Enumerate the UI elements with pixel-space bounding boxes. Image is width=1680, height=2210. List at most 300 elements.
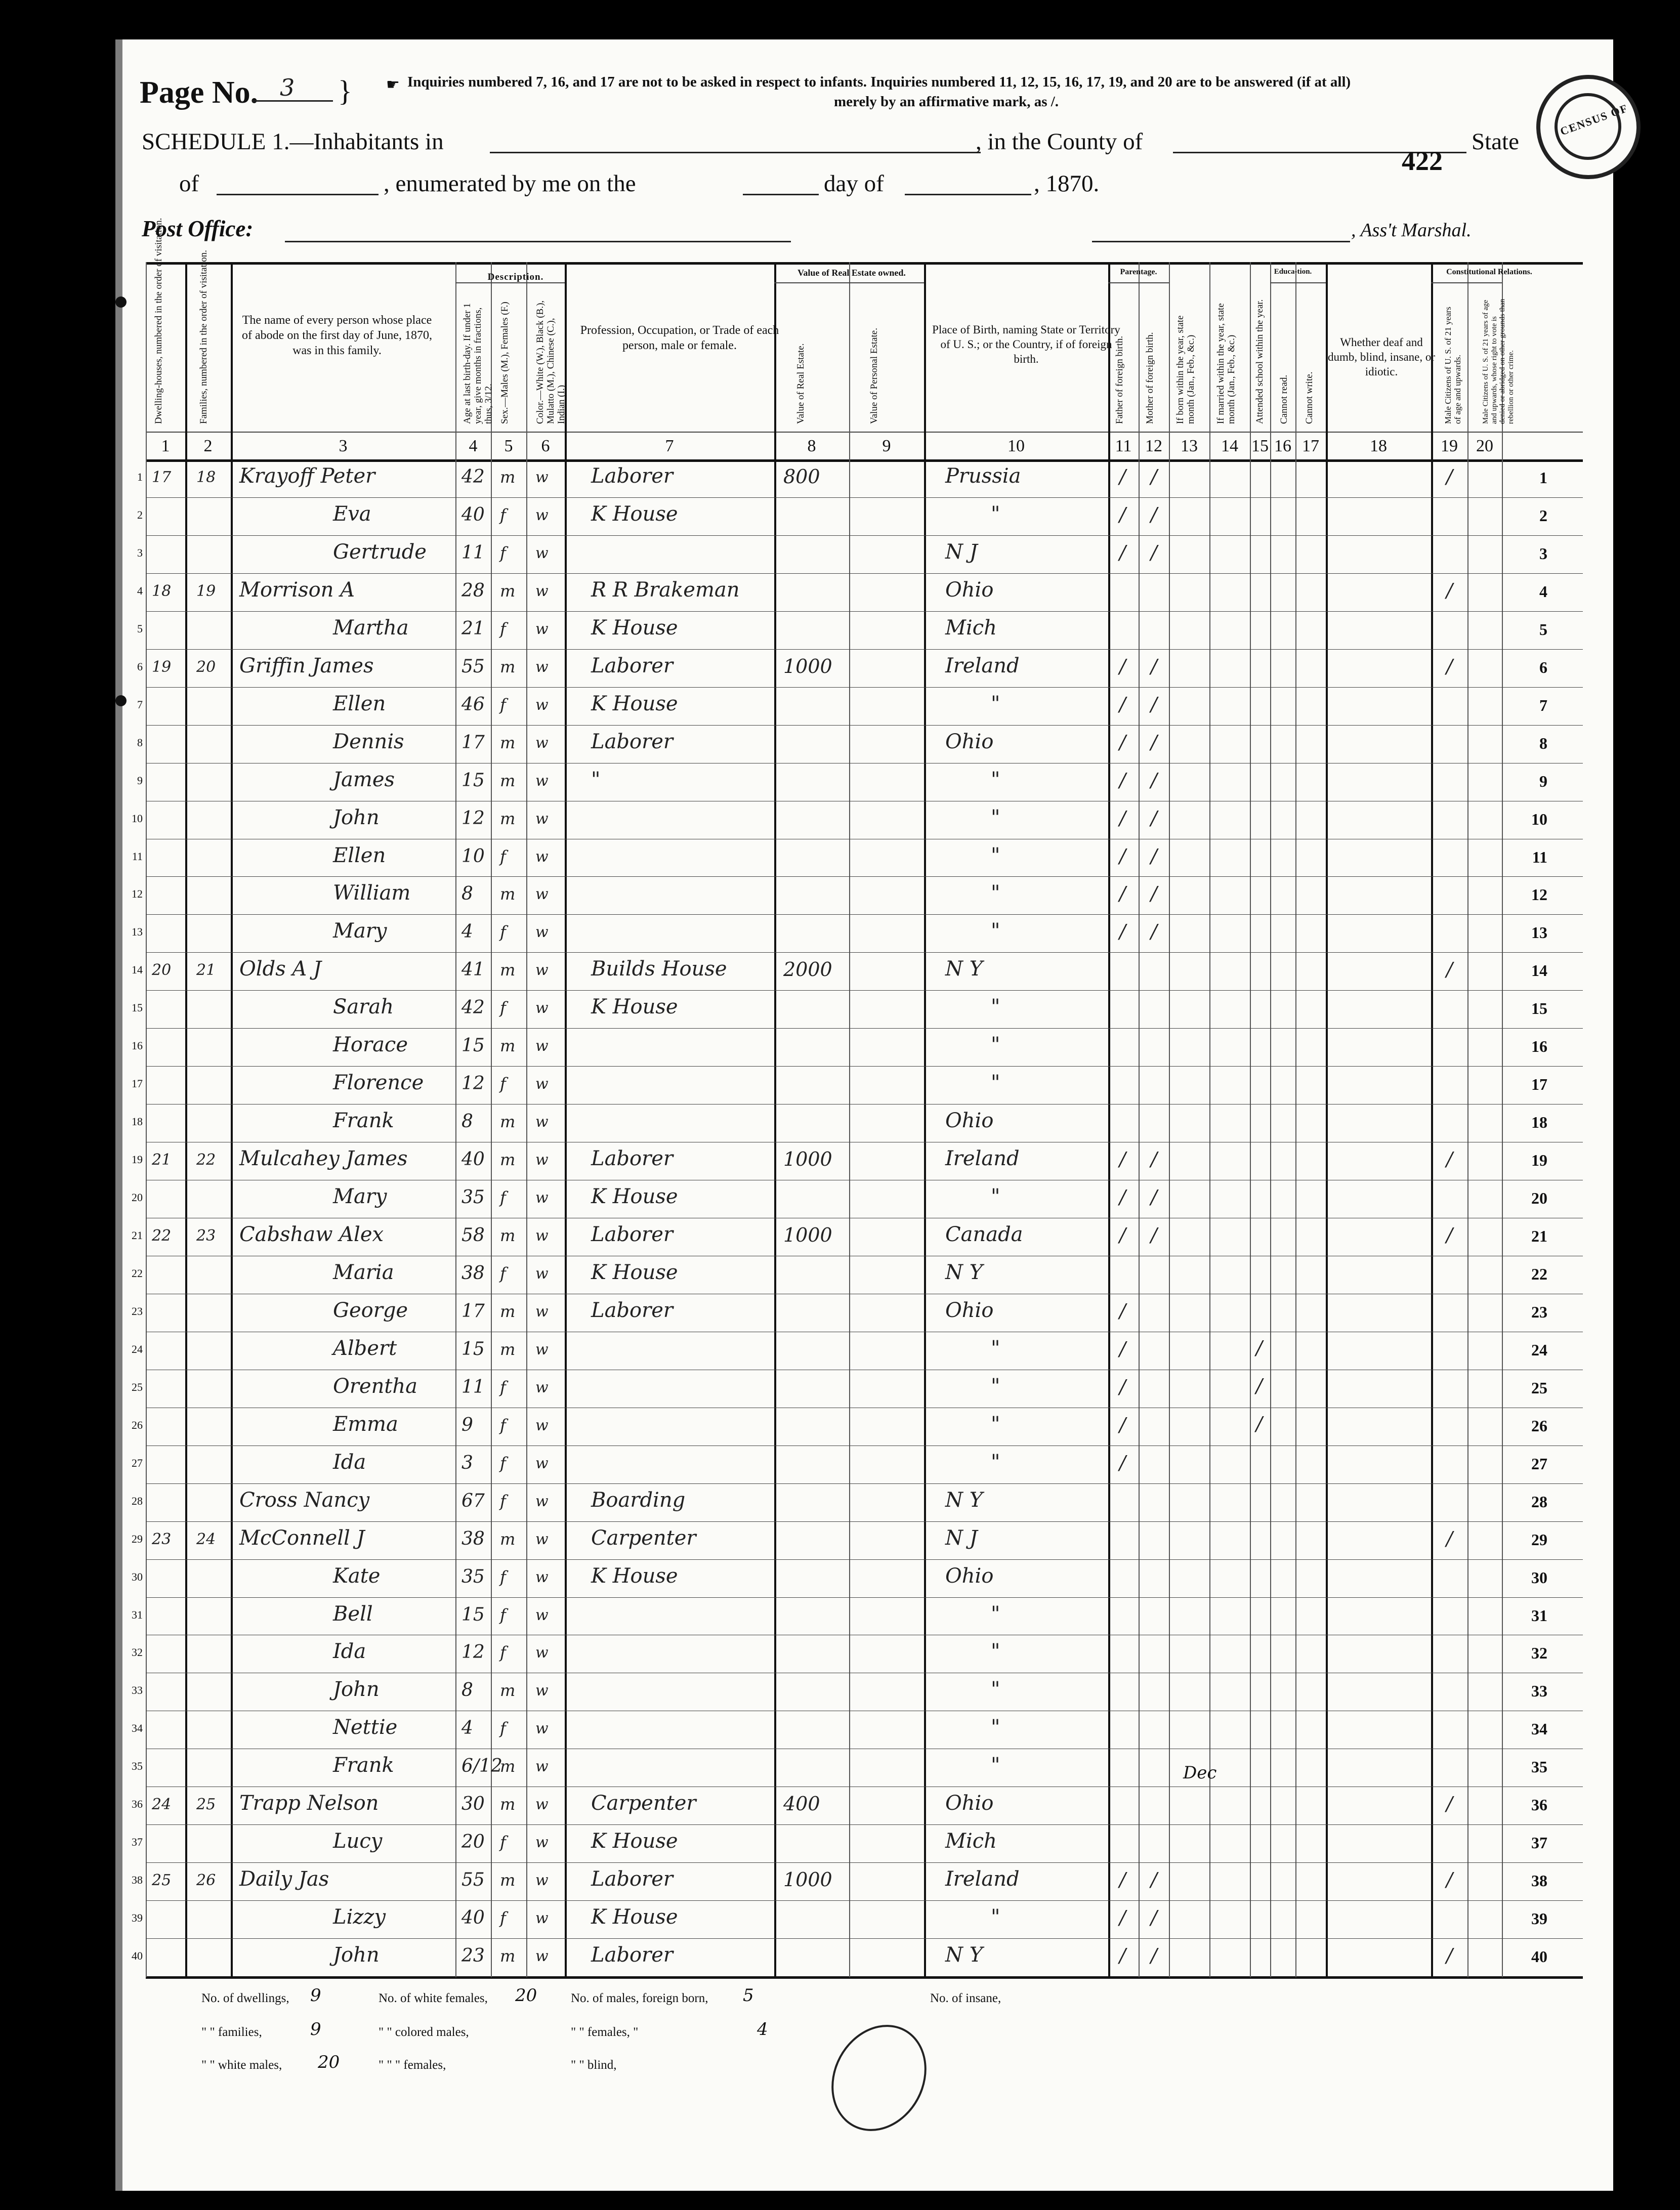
row-rule bbox=[146, 1521, 1583, 1522]
person-name: Mary bbox=[333, 919, 387, 943]
place-of-birth: Prussia bbox=[945, 464, 1021, 488]
header-col-12: Mother of foreign birth. bbox=[1145, 332, 1155, 424]
row-number-left: 39 bbox=[132, 1911, 143, 1925]
column-number: 14 bbox=[1221, 437, 1238, 455]
dwelling-number: 17 bbox=[152, 469, 172, 486]
place-of-birth: " bbox=[991, 502, 1000, 526]
row-number-left: 4 bbox=[137, 584, 143, 597]
sex: f bbox=[500, 1908, 506, 1928]
row-rule bbox=[146, 1483, 1583, 1484]
father-foreign-mark: / bbox=[1119, 731, 1126, 753]
column-number: 16 bbox=[1274, 437, 1291, 455]
occupation: Builds House bbox=[591, 957, 727, 981]
header-bottom-border bbox=[146, 459, 1583, 462]
color: w bbox=[535, 999, 549, 1017]
family-number: 20 bbox=[196, 658, 216, 676]
header-divider bbox=[146, 432, 1583, 433]
father-foreign-mark: / bbox=[1119, 1375, 1126, 1398]
citizen-mark: / bbox=[1446, 655, 1453, 677]
occupation: Carpenter bbox=[591, 1526, 696, 1550]
row-number-right: 24 bbox=[1531, 1340, 1547, 1359]
mother-foreign-mark: / bbox=[1151, 731, 1157, 753]
sex: f bbox=[500, 1567, 506, 1587]
age: 17 bbox=[461, 1300, 485, 1322]
age: 46 bbox=[461, 694, 485, 715]
column-rule bbox=[526, 262, 527, 1977]
row-number-right: 10 bbox=[1531, 810, 1547, 828]
column-rule bbox=[185, 262, 187, 1977]
real-estate-value: 1000 bbox=[783, 1868, 832, 1891]
place-of-birth: N J bbox=[945, 540, 978, 564]
color: w bbox=[535, 1606, 549, 1624]
age: 55 bbox=[461, 656, 485, 677]
header-col-14: If married within the year, state month (Jan., Feb., &c.) bbox=[1215, 303, 1237, 424]
column-number: 17 bbox=[1302, 437, 1319, 455]
families-value: 9 bbox=[310, 2019, 321, 2039]
father-foreign-mark: / bbox=[1119, 1224, 1126, 1246]
place-of-birth: Ohio bbox=[945, 578, 994, 602]
place-of-birth: " bbox=[991, 1071, 1000, 1095]
citizen-mark: / bbox=[1446, 958, 1453, 981]
row-rule bbox=[146, 1824, 1583, 1825]
row-rule bbox=[146, 649, 1583, 650]
sex: m bbox=[500, 1112, 516, 1132]
person-name: Bell bbox=[333, 1602, 373, 1626]
row-rule bbox=[146, 687, 1583, 688]
mother-foreign-mark: / bbox=[1151, 882, 1157, 905]
age: 15 bbox=[461, 1338, 485, 1359]
row-number-left: 33 bbox=[132, 1684, 143, 1697]
row-number-right: 9 bbox=[1539, 772, 1547, 790]
row-number-left: 5 bbox=[137, 622, 143, 635]
row-number-left: 26 bbox=[132, 1418, 143, 1431]
color: w bbox=[535, 506, 549, 524]
age: 42 bbox=[461, 466, 485, 487]
header-description: Description. bbox=[487, 272, 544, 282]
row-number-left: 31 bbox=[132, 1608, 143, 1621]
mother-foreign-mark: / bbox=[1151, 503, 1157, 526]
dwelling-number: 19 bbox=[152, 658, 172, 676]
place-of-birth: Ohio bbox=[945, 1298, 994, 1322]
column-rule bbox=[565, 262, 567, 1977]
sex: m bbox=[500, 581, 516, 601]
row-number-right: 12 bbox=[1531, 885, 1547, 904]
row-number-left: 19 bbox=[132, 1153, 143, 1166]
sex: m bbox=[500, 771, 516, 790]
row-number-left: 28 bbox=[132, 1494, 143, 1507]
place-of-birth: " bbox=[991, 1640, 1000, 1664]
header-parentage: Parentage. bbox=[1120, 268, 1157, 276]
person-name: Martha bbox=[333, 616, 409, 640]
place-of-birth: N Y bbox=[945, 1943, 983, 1967]
page-number-label: Page No. bbox=[140, 75, 259, 110]
column-number: 11 bbox=[1115, 437, 1132, 455]
row-number-left: 8 bbox=[137, 736, 143, 749]
color: w bbox=[535, 1416, 549, 1434]
age: 21 bbox=[461, 618, 485, 639]
column-number: 1 bbox=[161, 437, 170, 455]
age: 8 bbox=[461, 883, 473, 905]
header-col-9: Value of Personal Estate. bbox=[869, 328, 879, 424]
father-foreign-mark: / bbox=[1119, 465, 1126, 488]
age: 15 bbox=[461, 770, 485, 791]
row-rule bbox=[146, 1862, 1583, 1863]
mother-foreign-mark: / bbox=[1151, 806, 1157, 829]
row-number-right: 35 bbox=[1531, 1758, 1547, 1776]
row-rule bbox=[146, 1559, 1583, 1560]
occupation: K House bbox=[591, 1905, 678, 1929]
notice-line-1: Inquiries numbered 7, 16, and 17 are not to be asked in respect to infants. Inquiries numbered 11, 12, 15, 16, 17, 19, and 20 are to be answered (if at all) bbox=[407, 74, 1351, 90]
mother-foreign-mark: / bbox=[1151, 1868, 1157, 1891]
row-number-right: 31 bbox=[1531, 1606, 1547, 1625]
sex: f bbox=[500, 1643, 506, 1663]
row-number-left: 25 bbox=[132, 1380, 143, 1393]
color: w bbox=[535, 1492, 549, 1510]
header-col-10: Place of Birth, naming State or Territory of U. S.; or the Country, if of foreign birth. bbox=[932, 323, 1120, 365]
place-of-birth: " bbox=[991, 768, 1000, 791]
age: 30 bbox=[461, 1794, 485, 1815]
sex: m bbox=[500, 1036, 516, 1056]
column-number: 7 bbox=[665, 437, 674, 455]
color: w bbox=[535, 1454, 549, 1472]
age: 35 bbox=[461, 1187, 485, 1208]
sex: m bbox=[500, 1150, 516, 1170]
citizen-mark: / bbox=[1446, 1527, 1453, 1550]
citizen-mark: / bbox=[1446, 1944, 1453, 1967]
table-bottom-border bbox=[146, 1976, 1583, 1979]
father-foreign-mark: / bbox=[1119, 693, 1126, 715]
dwellings-label: No. of dwellings, bbox=[201, 1991, 289, 2005]
place-of-birth: " bbox=[991, 805, 1000, 829]
color: w bbox=[535, 1720, 549, 1738]
census-seal bbox=[1536, 75, 1641, 179]
person-name: Dennis bbox=[333, 730, 404, 753]
sex: f bbox=[500, 695, 506, 714]
occupation: K House bbox=[591, 692, 678, 715]
enumerated-label: , enumerated by me on the bbox=[384, 171, 636, 197]
sex: m bbox=[500, 1301, 516, 1321]
row-rule bbox=[146, 611, 1583, 612]
place-of-birth: Ohio bbox=[945, 1564, 994, 1588]
marshal-line bbox=[1092, 241, 1350, 242]
place-of-birth: " bbox=[991, 692, 1000, 715]
citizen-mark: / bbox=[1446, 1868, 1453, 1891]
age: 28 bbox=[461, 580, 485, 601]
row-number-right: 7 bbox=[1539, 696, 1547, 714]
column-rule bbox=[1326, 262, 1328, 1977]
place-of-birth: " bbox=[991, 995, 1000, 1019]
place-of-birth: N Y bbox=[945, 1488, 983, 1512]
column-rule bbox=[1169, 262, 1170, 1977]
color: w bbox=[535, 1909, 549, 1928]
real-estate-value: 1000 bbox=[783, 655, 832, 677]
occupation: K House bbox=[591, 502, 678, 526]
row-number-right: 4 bbox=[1539, 582, 1547, 601]
row-number-right: 28 bbox=[1531, 1492, 1547, 1511]
person-name: John bbox=[333, 1943, 380, 1967]
age: 3 bbox=[461, 1452, 473, 1473]
place-of-birth: Mich bbox=[945, 616, 997, 640]
father-foreign-mark: / bbox=[1119, 1868, 1126, 1891]
header-col-2: Families, numbered in the order of visitation. bbox=[198, 249, 209, 424]
color: w bbox=[535, 1113, 549, 1131]
row-number-left: 3 bbox=[137, 546, 143, 559]
place-of-birth: N Y bbox=[945, 957, 983, 981]
row-number-right: 18 bbox=[1531, 1113, 1547, 1132]
of-line bbox=[217, 194, 379, 195]
census-page bbox=[115, 39, 1630, 2191]
census-seal-text: CENSUS OF bbox=[1558, 101, 1630, 138]
color: w bbox=[535, 885, 549, 904]
color: w bbox=[535, 961, 549, 980]
color: w bbox=[535, 772, 549, 790]
group-rule bbox=[1270, 282, 1326, 283]
row-number-left: 36 bbox=[132, 1798, 143, 1811]
sex: m bbox=[500, 1871, 516, 1890]
place-of-birth: Mich bbox=[945, 1830, 997, 1853]
month-line bbox=[905, 194, 1031, 195]
white-females-label: No. of white females, bbox=[379, 1991, 488, 2005]
color: w bbox=[535, 469, 549, 486]
father-foreign-mark: / bbox=[1119, 1451, 1126, 1474]
color: w bbox=[535, 1340, 549, 1358]
foreign-females-label: " " females, " bbox=[571, 2025, 639, 2039]
color: w bbox=[535, 1682, 549, 1700]
sex: m bbox=[500, 733, 516, 752]
occupation: K House bbox=[591, 1185, 678, 1209]
row-number-left: 40 bbox=[132, 1949, 143, 1963]
row-number-right: 38 bbox=[1531, 1872, 1547, 1890]
row-number-left: 24 bbox=[132, 1342, 143, 1355]
citizen-mark: / bbox=[1446, 465, 1453, 488]
sex: m bbox=[500, 468, 516, 487]
header-col-17: Cannot write. bbox=[1304, 371, 1315, 424]
father-foreign-mark: / bbox=[1119, 1944, 1126, 1967]
mother-foreign-mark: / bbox=[1151, 465, 1157, 488]
blind-label: " " blind, bbox=[571, 2058, 617, 2072]
header-col-13: If born within the year, state month (Jan., Feb., &c.) bbox=[1175, 315, 1196, 424]
person-name: Frank bbox=[333, 1754, 394, 1777]
father-foreign-mark: / bbox=[1119, 1148, 1126, 1171]
color: w bbox=[535, 658, 549, 676]
header-col-11: Father of foreign birth. bbox=[1114, 335, 1125, 424]
age: 20 bbox=[461, 1832, 485, 1853]
color: w bbox=[535, 1644, 549, 1662]
column-number: 3 bbox=[339, 437, 348, 455]
place-of-birth: " bbox=[991, 1602, 1000, 1626]
header-col-7: Profession, Occupation, or Trade of each person, male or female. bbox=[580, 324, 779, 352]
sex: m bbox=[500, 1226, 516, 1245]
person-name: Sarah bbox=[333, 995, 394, 1019]
header-col-19: Male Citizens of U. S. of 21 years of age and upwards. bbox=[1443, 307, 1462, 424]
row-number-right: 6 bbox=[1539, 658, 1547, 676]
age: 40 bbox=[461, 1907, 485, 1929]
row-number-left: 35 bbox=[132, 1760, 143, 1773]
place-of-birth: " bbox=[991, 1336, 1000, 1360]
place-of-birth: Ohio bbox=[945, 1792, 994, 1815]
column-number: 2 bbox=[203, 437, 213, 455]
year-label: , 1870. bbox=[1034, 171, 1100, 197]
column-rule bbox=[491, 262, 492, 1977]
dwelling-number: 24 bbox=[152, 1796, 172, 1814]
column-rule bbox=[455, 262, 456, 1977]
sex: f bbox=[500, 543, 506, 563]
sex: f bbox=[500, 619, 506, 639]
sex: m bbox=[500, 1529, 516, 1549]
age: 11 bbox=[461, 542, 485, 563]
family-number: 26 bbox=[196, 1872, 216, 1890]
row-number-right: 2 bbox=[1539, 506, 1547, 525]
column-rule bbox=[1108, 262, 1110, 1977]
color: w bbox=[535, 1151, 549, 1169]
color: w bbox=[535, 1227, 549, 1245]
row-rule bbox=[146, 876, 1583, 877]
row-number-right: 3 bbox=[1539, 544, 1547, 563]
place-of-birth: Ireland bbox=[945, 1867, 1020, 1891]
dwelling-number: 25 bbox=[152, 1872, 172, 1890]
header-education: Educa-tion. bbox=[1274, 268, 1312, 276]
row-rule bbox=[146, 1597, 1583, 1598]
row-number-left: 9 bbox=[137, 774, 143, 787]
age: 15 bbox=[461, 1604, 485, 1625]
column-rule bbox=[1295, 262, 1296, 1977]
color: w bbox=[535, 810, 549, 828]
row-number-left: 23 bbox=[132, 1304, 143, 1318]
age: 4 bbox=[461, 1718, 473, 1739]
father-foreign-mark: / bbox=[1119, 844, 1126, 867]
sex: f bbox=[500, 1188, 506, 1208]
row-number-right: 19 bbox=[1531, 1151, 1547, 1170]
header-col-6: Color.—White (W.), Black (B.), Mulatto (M.), Chinese (C.), Indian (I.) bbox=[535, 300, 567, 424]
place-of-birth: Ireland bbox=[945, 1147, 1020, 1171]
person-name: Ida bbox=[333, 1640, 366, 1664]
sex: f bbox=[500, 1074, 506, 1094]
family-number: 21 bbox=[196, 961, 216, 980]
age: 23 bbox=[461, 1945, 485, 1967]
age: 4 bbox=[461, 921, 473, 943]
sex: f bbox=[500, 1491, 506, 1511]
citizen-mark: / bbox=[1446, 579, 1453, 602]
place-of-birth: Canada bbox=[945, 1223, 1023, 1246]
column-rule bbox=[1431, 262, 1433, 1977]
color: w bbox=[535, 847, 549, 866]
person-name: Trapp Nelson bbox=[239, 1792, 379, 1815]
person-name: Gertrude bbox=[333, 540, 427, 564]
column-rule bbox=[774, 262, 776, 1977]
column-rule bbox=[1139, 262, 1140, 1977]
sex: m bbox=[500, 884, 516, 904]
column-number: 4 bbox=[469, 437, 478, 455]
place-of-birth: N Y bbox=[945, 1260, 983, 1284]
sex: f bbox=[500, 1453, 506, 1473]
occupation: Laborer bbox=[591, 654, 674, 677]
father-foreign-mark: / bbox=[1119, 1337, 1126, 1360]
occupation: Boarding bbox=[591, 1488, 686, 1512]
group-rule bbox=[1108, 282, 1169, 283]
sex: f bbox=[500, 1263, 506, 1283]
mother-foreign-mark: / bbox=[1151, 1906, 1157, 1929]
header-real-estate: Value of Real Estate owned. bbox=[797, 268, 906, 278]
foreign-males-value: 5 bbox=[743, 1985, 754, 2006]
white-females-value: 20 bbox=[515, 1985, 537, 2006]
row-rule bbox=[146, 1066, 1583, 1067]
header-col-4: Age at last birth-day. If under 1 year, give months in fractions, thus, 3/12. bbox=[462, 303, 494, 424]
occupation: Laborer bbox=[591, 1223, 674, 1246]
school-mark: / bbox=[1256, 1374, 1263, 1397]
dwelling-number: 21 bbox=[152, 1151, 172, 1169]
father-foreign-mark: / bbox=[1119, 1906, 1126, 1929]
person-name: Cabshaw Alex bbox=[239, 1223, 384, 1246]
family-number: 25 bbox=[196, 1796, 216, 1814]
father-foreign-mark: / bbox=[1119, 769, 1126, 791]
row-number-right: 22 bbox=[1531, 1264, 1547, 1283]
place-of-birth: Ireland bbox=[945, 654, 1020, 677]
person-name: Griffin James bbox=[239, 654, 374, 677]
place-of-birth: " bbox=[991, 1033, 1000, 1057]
color: w bbox=[535, 734, 549, 752]
occupation: Carpenter bbox=[591, 1792, 696, 1815]
column-rule bbox=[1270, 262, 1271, 1977]
age: 58 bbox=[461, 1225, 485, 1246]
color: w bbox=[535, 1378, 549, 1396]
person-name: Cross Nancy bbox=[239, 1488, 370, 1512]
row-number-right: 34 bbox=[1531, 1720, 1547, 1738]
person-name: Maria bbox=[333, 1260, 394, 1284]
column-rule bbox=[1467, 262, 1468, 1977]
row-rule bbox=[146, 914, 1583, 915]
color: w bbox=[535, 544, 549, 562]
sex: m bbox=[500, 960, 516, 980]
person-name: William bbox=[333, 881, 411, 905]
dwellings-value: 9 bbox=[310, 1985, 321, 2006]
real-estate-value: 800 bbox=[783, 465, 820, 488]
occupation: Laborer bbox=[591, 730, 674, 753]
sex: m bbox=[500, 1339, 516, 1359]
sex: f bbox=[500, 1377, 506, 1397]
binding-hole bbox=[115, 296, 127, 308]
age: 9 bbox=[461, 1414, 473, 1435]
row-number-left: 13 bbox=[132, 925, 143, 939]
row-number-left: 38 bbox=[132, 1874, 143, 1887]
row-number-left: 30 bbox=[132, 1570, 143, 1583]
row-number-right: 27 bbox=[1531, 1454, 1547, 1473]
sex: f bbox=[500, 846, 506, 866]
page-stamp: 422 bbox=[1402, 146, 1443, 176]
person-name: Horace bbox=[333, 1033, 408, 1057]
group-rule bbox=[774, 282, 924, 283]
person-name: John bbox=[333, 1678, 380, 1702]
row-number-right: 8 bbox=[1539, 734, 1547, 752]
row-number-right: 1 bbox=[1539, 469, 1547, 487]
of-label: of bbox=[179, 171, 199, 197]
person-name: Krayoff Peter bbox=[239, 464, 375, 488]
age: 11 bbox=[461, 1376, 485, 1397]
sex: f bbox=[500, 1833, 506, 1852]
row-number-left: 2 bbox=[137, 508, 143, 521]
row-number-left: 17 bbox=[132, 1077, 143, 1090]
row-number-right: 29 bbox=[1531, 1530, 1547, 1549]
group-rule bbox=[1431, 282, 1502, 283]
foreign-males-label: No. of males, foreign born, bbox=[571, 1991, 708, 2005]
father-foreign-mark: / bbox=[1119, 806, 1126, 829]
row-number-right: 26 bbox=[1531, 1416, 1547, 1435]
row-number-left: 34 bbox=[132, 1722, 143, 1735]
father-foreign-mark: / bbox=[1119, 882, 1126, 905]
citizen-mark: / bbox=[1446, 1148, 1453, 1171]
sex: m bbox=[500, 1946, 516, 1966]
dwelling-number: 23 bbox=[152, 1530, 172, 1548]
column-number: 19 bbox=[1441, 437, 1458, 455]
